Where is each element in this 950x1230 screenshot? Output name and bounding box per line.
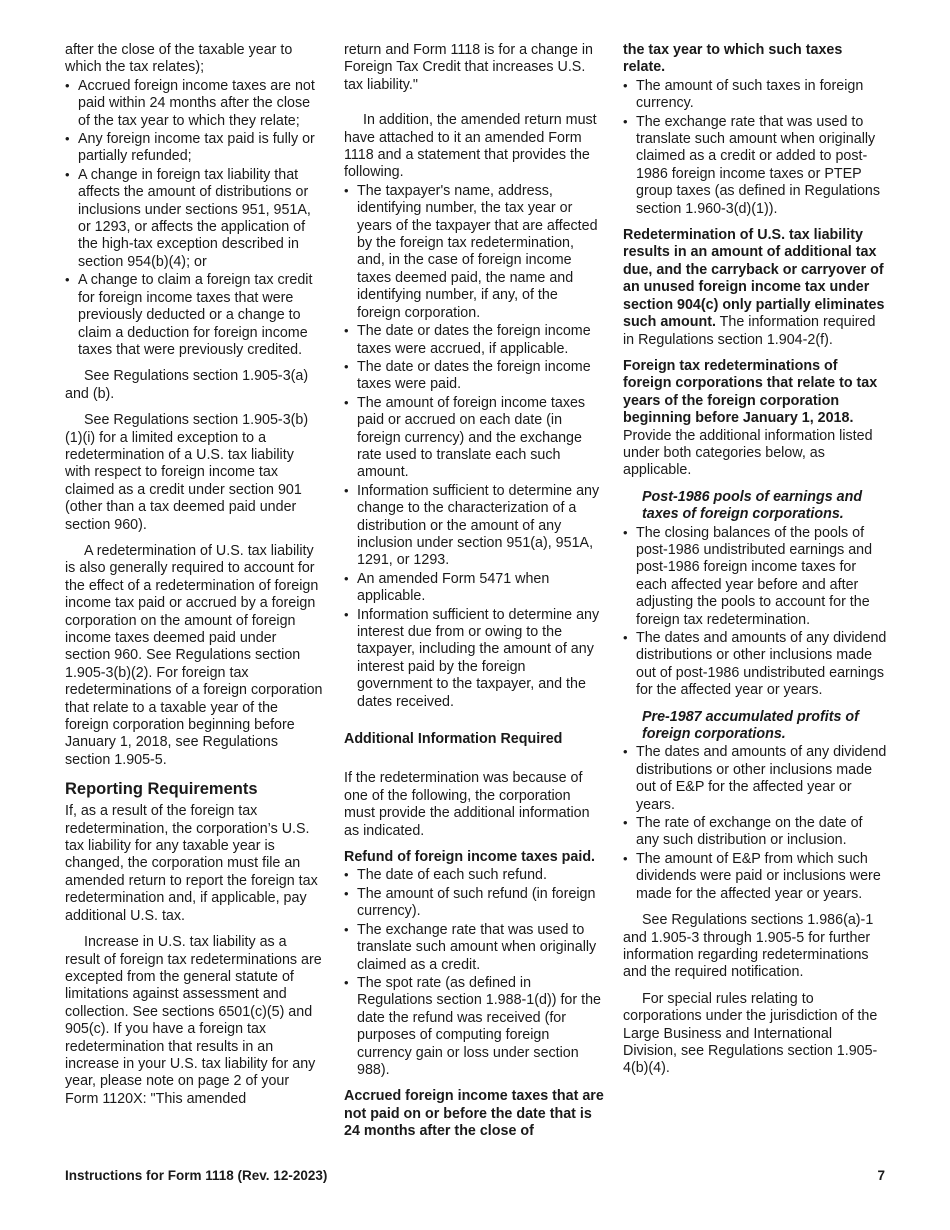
column-middle (344, 42, 604, 1141)
paragraph (623, 358, 888, 480)
paragraph: See Regulations section 1.905-3(b)(1)(i) for a limited exception to a redetermination of a U.S. tax liability with respect to foreign income tax claimed as a credit under section 901 (other than a tax deemed paid under section 960). (65, 412, 309, 533)
bullet-item: • The amount of such taxes in foreign currency. (623, 77, 888, 113)
bullet-item: • The spot rate (as defined in Regulations section 1.988-1(d)) for the date the refund was received (for purposes of computing foreign currency gain or loss under section 988). (344, 974, 604, 1079)
paragraph: For special rules relating to corporations under the jurisdiction of the Large Business and International Division, see Regulations section 1.905-4(b)(4). (623, 990, 878, 1077)
page-number: 7 (877, 1168, 885, 1183)
run-in-heading: Redetermination of U.S. tax liability results in an amount of additional tax due, and the carryback or carryover of an unused foreign income tax under section 904(c) only partially eliminates such amount. (623, 227, 885, 331)
footer-form-title: Instructions for Form 1118 (Rev. 12-2023) (65, 1168, 328, 1183)
paragraph: A redetermination of U.S. tax liability is also generally required to account for the effect of a redetermination of foreign income tax paid or accrued by a foreign corporation on the amount of foreign income taxes deemed paid under section 960. See Regulations section 1.905-3(b)(2). For foreign tax redeterminations of a foreign corporation that relate to a taxable year of the foreign corporation beginning before January 1, 2018, see Regulations section 1.905-5. (65, 542, 323, 768)
bullet-item: • The dates and amounts of any dividend distributions or other inclusions made out of E&P for the affected year or years. (623, 743, 888, 814)
bullet-item: • The amount of foreign income taxes paid or accrued on each date (in foreign currency) and the exchange rate used to translate each such amount. (344, 394, 604, 482)
italic-heading: Pre-1987 accumulated profits of foreign corporations. (642, 708, 859, 743)
paragraph: See Regulations sections 1.986(a)-1 and 1.905-3 through 1.905-5 for further information regarding redeterminations and the required notification. (623, 912, 874, 981)
subsection-heading: Additional Information Required (344, 731, 563, 748)
italic-heading: Post-1986 pools of earnings and taxes of foreign corporations. (642, 488, 863, 523)
bullet-item: • The taxpayer's name, address, identifying number, the tax year or years of the taxpayer that are affected by the foreign tax redetermination, and, in the case of foreign income taxes deemed paid, the name and identifying number, if any, of the foreign corporation. (344, 182, 604, 322)
run-in-heading: the tax year to which such taxes relate. (623, 42, 843, 76)
bullet-item: • The amount of such refund (in foreign currency). (344, 885, 604, 921)
bullet-item: • The exchange rate that was used to translate such amount when originally claimed as a credit. (344, 921, 604, 974)
bullet-item: • Any foreign income tax paid is fully or partially refunded; (65, 130, 323, 166)
bullet-item: • The date or dates the foreign income taxes were accrued, if applicable. (344, 322, 604, 358)
column-left (65, 42, 323, 1117)
bullet-item: • A change to claim a foreign tax credit for foreign income taxes that were previously deducted or a change to claim a deduction for foreign income taxes that were previously credited. (65, 271, 323, 359)
continued-text: after the close of the taxable year to which the tax relates); (65, 42, 293, 76)
bullet-item: • The date of each such refund. (344, 866, 604, 884)
bullet-item: • The rate of exchange on the date of any such distribution or inclusion. (623, 814, 888, 850)
paragraph-text: The information required in Regulations section 1.904-2(f). (623, 314, 876, 348)
paragraph (623, 227, 888, 349)
bullet-item: • The amount of E&P from which such dividends were paid or inclusions were made for the affected year or years. (623, 850, 888, 903)
bullet-item: • Information sufficient to determine any change to the characterization of a distribution or the amount of any inclusion under section 951(a), 951A, 1291, or 1293. (344, 482, 604, 570)
bullet-item: • Accrued foreign income taxes are not paid within 24 months after the close of the tax year to which they relate; (65, 77, 323, 130)
paragraph: In addition, the amended return must have attached to it an amended Form 1118 and a statement that provides the following. (344, 112, 597, 181)
bullet-item: • The date or dates the foreign income taxes were paid. (344, 358, 604, 394)
column-right (623, 42, 888, 1087)
paragraph: See Regulations section 1.905-3(a) and (b). (65, 368, 309, 402)
run-in-heading: Foreign tax redeterminations of foreign corporations that relate to tax years of the foreign corporation beginning before January 1, 2018. (623, 357, 878, 427)
paragraph: Increase in U.S. tax liability as a result of foreign tax redeterminations are excepted from the general statute of limitations against assessment and collection. See sections 6501(c)(5) and 905(c). If you have a foreign tax redetermination that results in an increase in your U.S. tax liability for any year, please note on page 2 of your Form 1120X: "This amended (65, 934, 322, 1107)
bullet-item: • The dates and amounts of any dividend distributions or other inclusions made out of post-1986 undistributed earnings for the affected year or years. (623, 629, 888, 700)
run-in-heading: Refund of foreign income taxes paid. (344, 849, 596, 866)
bullet-item: • A change in foreign tax liability that affects the amount of distributions or inclusions under sections 951, 951A, or 1293, or affects the application of the high-tax exception described in section 954(b)(4); or (65, 166, 323, 271)
bullet-item: • An amended Form 5471 when applicable. (344, 570, 604, 606)
paragraph: If the redetermination was because of one of the following, the corporation must provide the additional information as indicated. (344, 770, 590, 839)
section-heading: Reporting Requirements (65, 780, 258, 799)
bullet-item: • The closing balances of the pools of post-1986 undistributed earnings and post-1986 foreign income taxes for each affected year before and after adjusting the pools to account for the foreign tax redetermination. (623, 524, 888, 629)
paragraph-text: Provide the additional information listed under both categories below, as applicable. (623, 427, 873, 479)
bullet-item: • Information sufficient to determine any interest due from or owing to the taxpayer, including the amount of any interest paid by the foreign government to the taxpayer, and the dates received. (344, 606, 604, 711)
continued-text: return and Form 1118 is for a change in Foreign Tax Credit that increases U.S. tax liability." (344, 42, 594, 93)
run-in-heading: Accrued foreign income taxes that are not paid on or before the date that is 24 months after the close of (344, 1088, 604, 1140)
bullet-item: • The exchange rate that was used to translate such amount when originally claimed as a credit or added to post-1986 foreign income taxes or PTEP group taxes (as defined in Regulations section 1.960-3(d)(1)). (623, 113, 888, 218)
paragraph: If, as a result of the foreign tax redetermination, the corporation’s U.S. tax liability for any taxable year is changed, the corporation must file an amended return to report the foreign tax redetermination and, if applicable, pay additional U.S. tax. (65, 803, 318, 924)
